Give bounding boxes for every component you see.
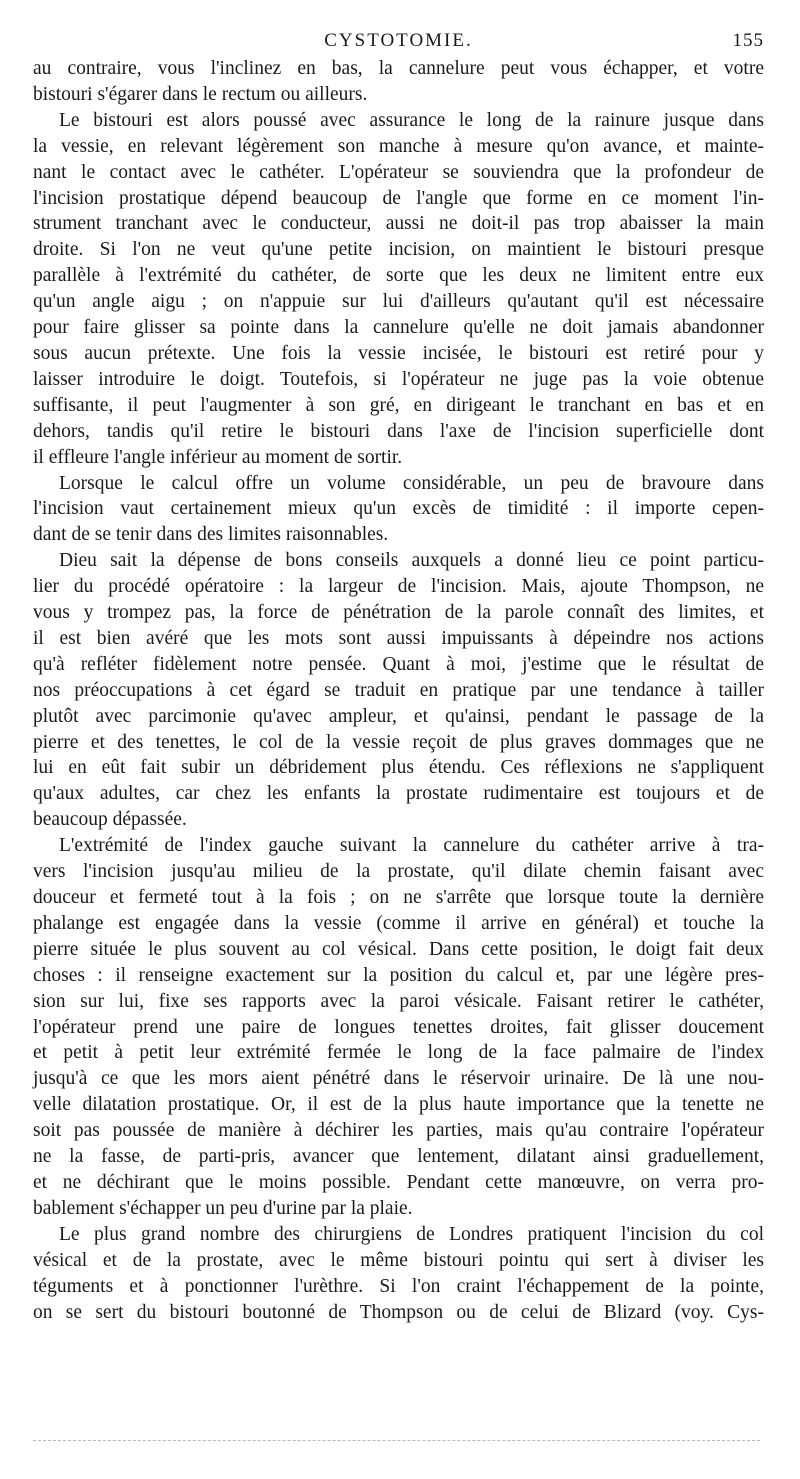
text-line: nant le contact avec le cathéter. L'opérateur se souviendra que la profondeur de [33,161,764,183]
text-line: pour faire glisser sa pointe dans la cannelure qu'elle ne doit jamais abandonner [33,317,764,339]
body-text [33,56,764,1325]
text-line: ne la fasse, de parti-pris, avancer que lentement, dilatant ainsi graduellement, [33,1146,764,1168]
paragraph [33,548,764,833]
text-line: il est bien avéré que les mots sont aussi impuissants à dépeindre nos actions [33,627,764,649]
running-title: CYSTOTOMIE. [324,30,473,51]
text-line: laisser introduire le doigt. Toutefois, si l'opérateur ne juge pas la voie obtenue [33,368,764,390]
text-line: qu'aux adultes, car chez les enfants la prostate rudimentaire est toujours et de [33,783,764,805]
text-line: bablement s'échapper un peu d'urine par la plaie. [33,1197,413,1219]
text-line: lier du procédé opératoire : la largeur de l'incision. Mais, ajoute Thompson, ne [33,576,764,598]
text-line: sous aucun prétexte. Une fois la vessie incisée, le bistouri est retiré pour y [33,342,764,364]
text-line: Le bistouri est alors poussé avec assurance le long de la rainure jusque dans [59,109,764,131]
text-line: dehors, tandis qu'il retire le bistouri dans l'axe de l'incision superficielle dont [33,420,764,442]
text-line: nos préoccupations à cet égard se traduit en pratique par une tendance à tailler [33,679,764,701]
text-line: Dieu sait la dépense de bons conseils auxquels a donné lieu ce point particu- [59,550,764,572]
text-line: l'opérateur prend une paire de longues tenettes droites, fait glisser doucement [33,1016,764,1038]
paragraph [33,471,764,549]
text-line: velle dilatation prostatique. Or, il est de la plus haute importance que la tenette ne [33,1094,764,1116]
text-line: plutôt avec parcimonie qu'avec ampleur, et qu'ainsi, pendant le passage de la [33,705,764,727]
page-header [33,26,764,56]
text-line: sion sur lui, fixe ses rapports avec la paroi vésicale. Faisant retirer le cathéter, [33,990,764,1012]
text-line: jusqu'à ce que les mors aient pénétré dans le réservoir urinaire. De là une nou- [33,1068,764,1090]
text-line: soit pas poussée de manière à déchirer les parties, mais qu'au contraire l'opérateur [33,1120,764,1142]
paragraph [33,1222,764,1326]
text-line: strument tranchant avec le conducteur, aussi ne doit-il pas trop abaisser la main [33,213,764,235]
text-line: parallèle à l'extrémité du cathéter, de sorte que les deux ne limitent entre eux [33,265,764,287]
text-line: et petit à petit leur extrémité fermée le long de la face palmaire de l'index [33,1042,764,1064]
text-line: L'extrémité de l'index gauche suivant la cannelure du cathéter arrive à tra- [59,835,764,857]
text-line: lui en eût fait subir un débridement plus étendu. Ces réflexions ne s'appliquent [33,757,764,779]
text-line: on se sert du bistouri boutonné de Thompson ou de celui de Blizard (voy. Cys- [33,1301,764,1323]
text-line: choses : il renseigne exactement sur la position du calcul et, par une légère pres- [33,964,764,986]
text-line: douceur et fermeté tout à la fois ; on ne s'arrête que lorsque toute la dernière [33,887,764,908]
text-line: vous y trompez pas, la force de pénétration de la parole connaît des limites, et [33,602,764,624]
text-line: pierre située le plus souvent au col vésical. Dans cette position, le doigt fait deux [33,938,764,960]
paragraph [33,833,764,1222]
text-line: l'incision prostatique dépend beaucoup de l'angle que forme en ce moment l'in- [33,187,764,209]
text-line: droite. Si l'on ne veut qu'une petite incision, on maintient le bistouri presque [33,239,764,261]
text-line: beaucoup dépassée. [33,809,187,831]
document-page [33,26,764,1325]
paragraph [33,108,764,471]
text-line: vésical et de la prostate, avec le même bistouri pointu qui sert à diviser les [33,1249,764,1271]
text-line: Le plus grand nombre des chirurgiens de Londres pratiquent l'incision du col [59,1223,764,1245]
text-line: il effleure l'angle inférieur au moment de sortir. [33,446,403,468]
text-line: téguments et à ponctionner l'urèthre. Si l'on craint l'échappement de la pointe, [33,1275,764,1297]
text-line: pierre et des tenettes, le col de la vessie reçoit de plus graves dommages que ne [33,731,764,753]
text-line: qu'à refléter fidèlement notre pensée. Quant à moi, j'estime que le résultat de [33,653,764,675]
page-number: 155 [732,30,764,51]
text-line: bistouri s'égarer dans le rectum ou ailleurs. [33,83,368,105]
paragraph [33,56,764,108]
text-line: et ne déchirant que le moins possible. Pendant cette manœuvre, on verra pro- [33,1171,764,1193]
text-line: dant de se tenir dans des limites raisonnables. [33,524,389,546]
text-line: vers l'incision jusqu'au milieu de la prostate, qu'il dilate chemin faisant avec [33,861,764,883]
text-line: qu'un angle aigu ; on n'appuie sur lui d'ailleurs qu'autant qu'il est nécessaire [33,291,764,313]
text-line: la vessie, en relevant légèrement son manche à mesure qu'on avance, et mainte- [33,135,764,157]
footer-rule [33,1440,760,1441]
text-line: l'incision vaut certainement mieux qu'un excès de timidité : il importe cepen- [33,498,764,520]
text-line: Lorsque le calcul offre un volume considérable, un peu de bravoure dans [59,472,764,494]
text-line: phalange est engagée dans la vessie (comme il arrive en général) et touche la [33,912,764,934]
text-line: au contraire, vous l'inclinez en bas, la cannelure peut vous échapper, et votre [33,58,764,79]
text-line: suffisante, il peut l'augmenter à son gré, en dirigeant le tranchant en bas et en [33,394,764,416]
